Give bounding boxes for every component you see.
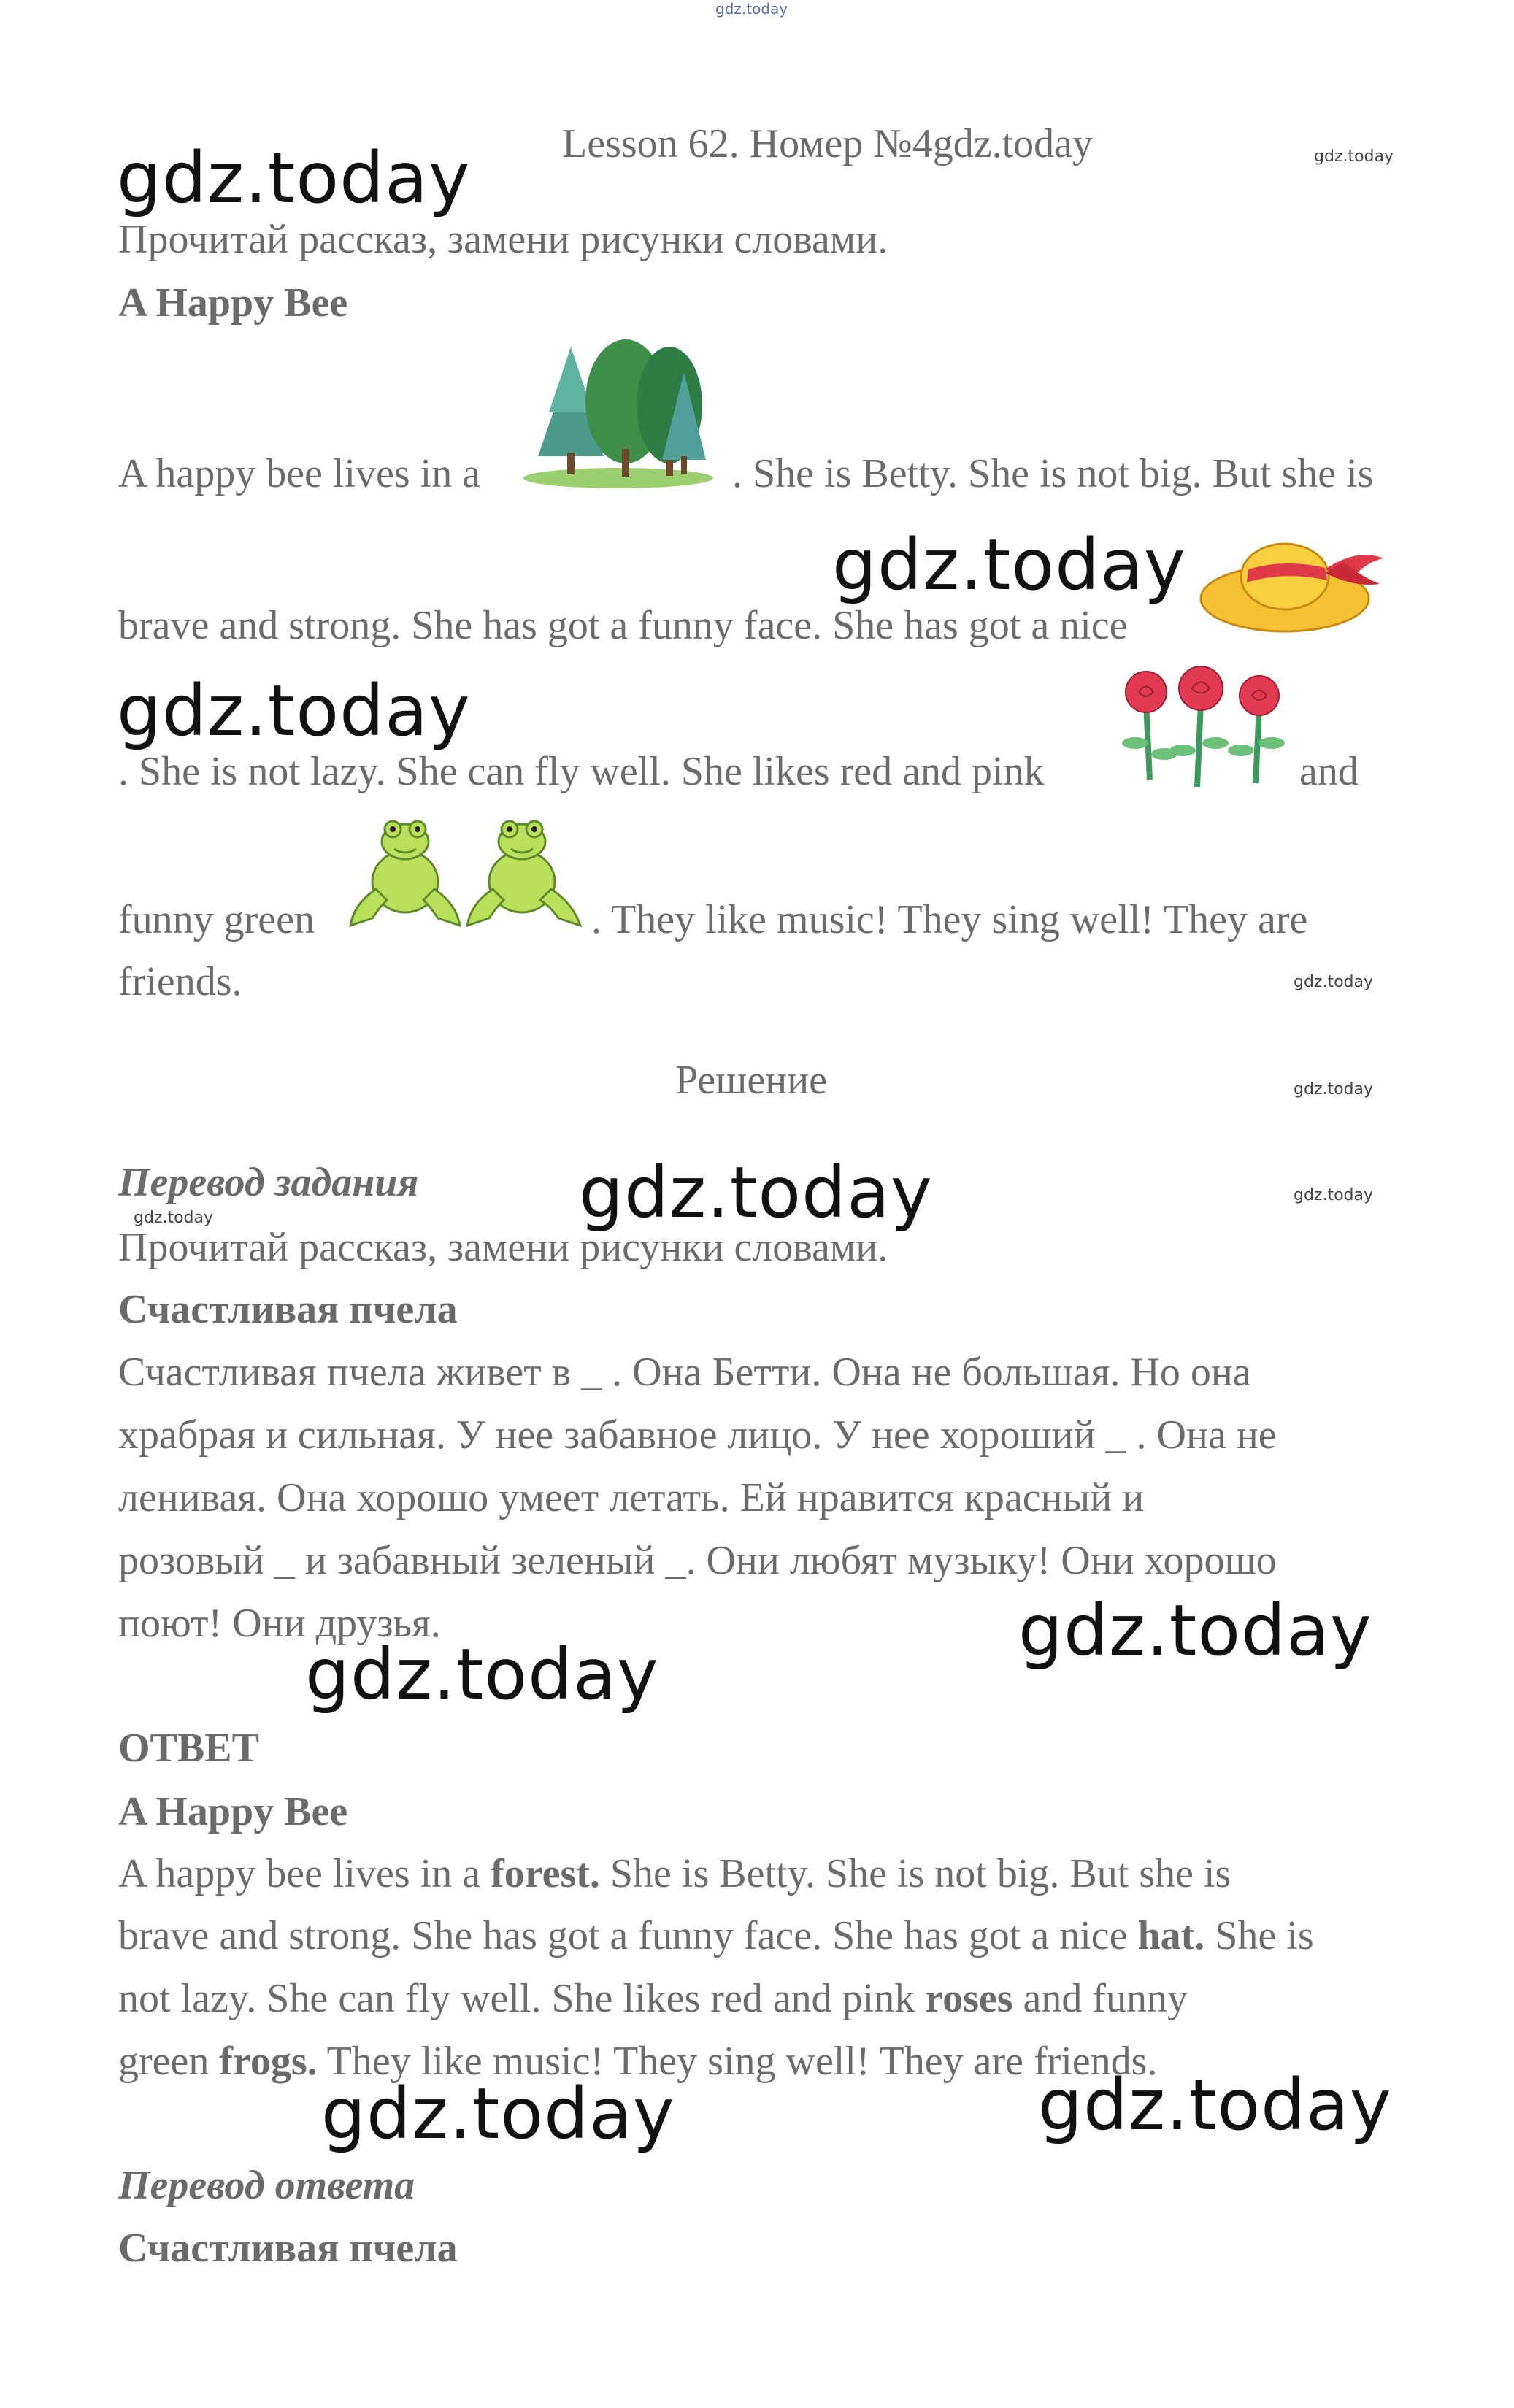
- answer-line-2: brave and strong. She has got a funny face. She has got a nice hat. She is: [118, 1913, 1314, 1958]
- watermark-small: gdz.today: [1294, 973, 1374, 991]
- story-title: A Happy Bee: [118, 280, 348, 326]
- watermark-small: gdz.today: [134, 1209, 214, 1227]
- task-translation-heading: Перевод задания: [118, 1160, 419, 1205]
- solution-heading: Решение: [675, 1058, 828, 1103]
- watermark-small: gdz.today: [1294, 1186, 1374, 1204]
- translated-instruction: Прочитай рассказ, замени рисунки словами.: [118, 1225, 888, 1270]
- hat-picture: [1197, 518, 1394, 642]
- story-line-5: friends.: [118, 959, 242, 1004]
- page-title: Lesson 62. Номер №4gdz.today: [562, 121, 1094, 166]
- story-line-3b: and: [1299, 749, 1359, 794]
- task-instruction: Прочитай рассказ, замени рисунки словами.: [118, 217, 888, 262]
- story-line-3a: . She is not lazy. She can fly well. She likes red and pink: [118, 749, 1045, 794]
- answer-line-4: green frogs. They like music! They sing well! They are friends.: [118, 2039, 1158, 2084]
- watermark-large: gdz.today: [832, 524, 1186, 606]
- answer-heading: ОТВЕТ: [118, 1726, 259, 1771]
- frogs-picture: [343, 809, 591, 936]
- answer-line-3: not lazy. She can fly well. She likes red and pink roses and funny: [118, 1976, 1188, 2021]
- watermark-large: gdz.today: [321, 2073, 675, 2155]
- top-watermark: gdz.today: [715, 0, 788, 18]
- answer-translation-heading: Перевод ответа: [118, 2163, 415, 2208]
- translated-line: розовый _ и забавный зеленый _. Они любят музыку! Они хорошо: [118, 1538, 1277, 1583]
- translated-line: храбрая и сильная. У нее забавное лицо. У нее хороший _ . Она не: [118, 1412, 1277, 1458]
- answer-title: A Happy Bee: [118, 1789, 348, 1834]
- watermark-small: gdz.today: [1314, 147, 1394, 166]
- roses-picture: [1110, 663, 1292, 794]
- watermark-large: gdz.today: [117, 137, 471, 219]
- watermark-large: gdz.today: [117, 670, 471, 752]
- answer-word-frogs: frogs.: [219, 2039, 318, 2084]
- forest-picture: [520, 332, 717, 489]
- watermark-small: gdz.today: [1294, 1080, 1374, 1099]
- answer-word-roses: roses: [925, 1976, 1013, 2021]
- translated-title: Счастливая пчела: [118, 1287, 458, 1332]
- translated-line: Счастливая пчела живет в _ . Она Бетти. Она не большая. Но она: [118, 1350, 1251, 1395]
- answer-translation-title: Счастливая пчела: [118, 2226, 458, 2271]
- watermark-large: gdz.today: [1018, 1590, 1372, 1672]
- story-line-2: brave and strong. She has got a funny face. She has got a nice: [118, 603, 1128, 648]
- translated-line: поют! Они друзья.: [118, 1601, 441, 1646]
- story-line-4a: funny green: [118, 897, 315, 942]
- translated-line: ленивая. Она хорошо умеет летать. Ей нравится красный и: [118, 1475, 1145, 1520]
- answer-word-forest: forest.: [491, 1851, 600, 1896]
- story-line-4b: . They like music! They sing well! They are: [591, 897, 1308, 942]
- answer-word-hat: hat.: [1137, 1913, 1205, 1958]
- watermark-large: gdz.today: [305, 1634, 659, 1715]
- watermark-large: gdz.today: [1038, 2064, 1392, 2146]
- watermark-large: gdz.today: [579, 1152, 933, 1234]
- answer-line-1: A happy bee lives in a forest. She is Betty. She is not big. But she is: [118, 1851, 1231, 1896]
- story-line-1a: A happy bee lives in a: [118, 451, 481, 496]
- story-line-1b: . She is Betty. She is not big. But she is: [732, 451, 1374, 496]
